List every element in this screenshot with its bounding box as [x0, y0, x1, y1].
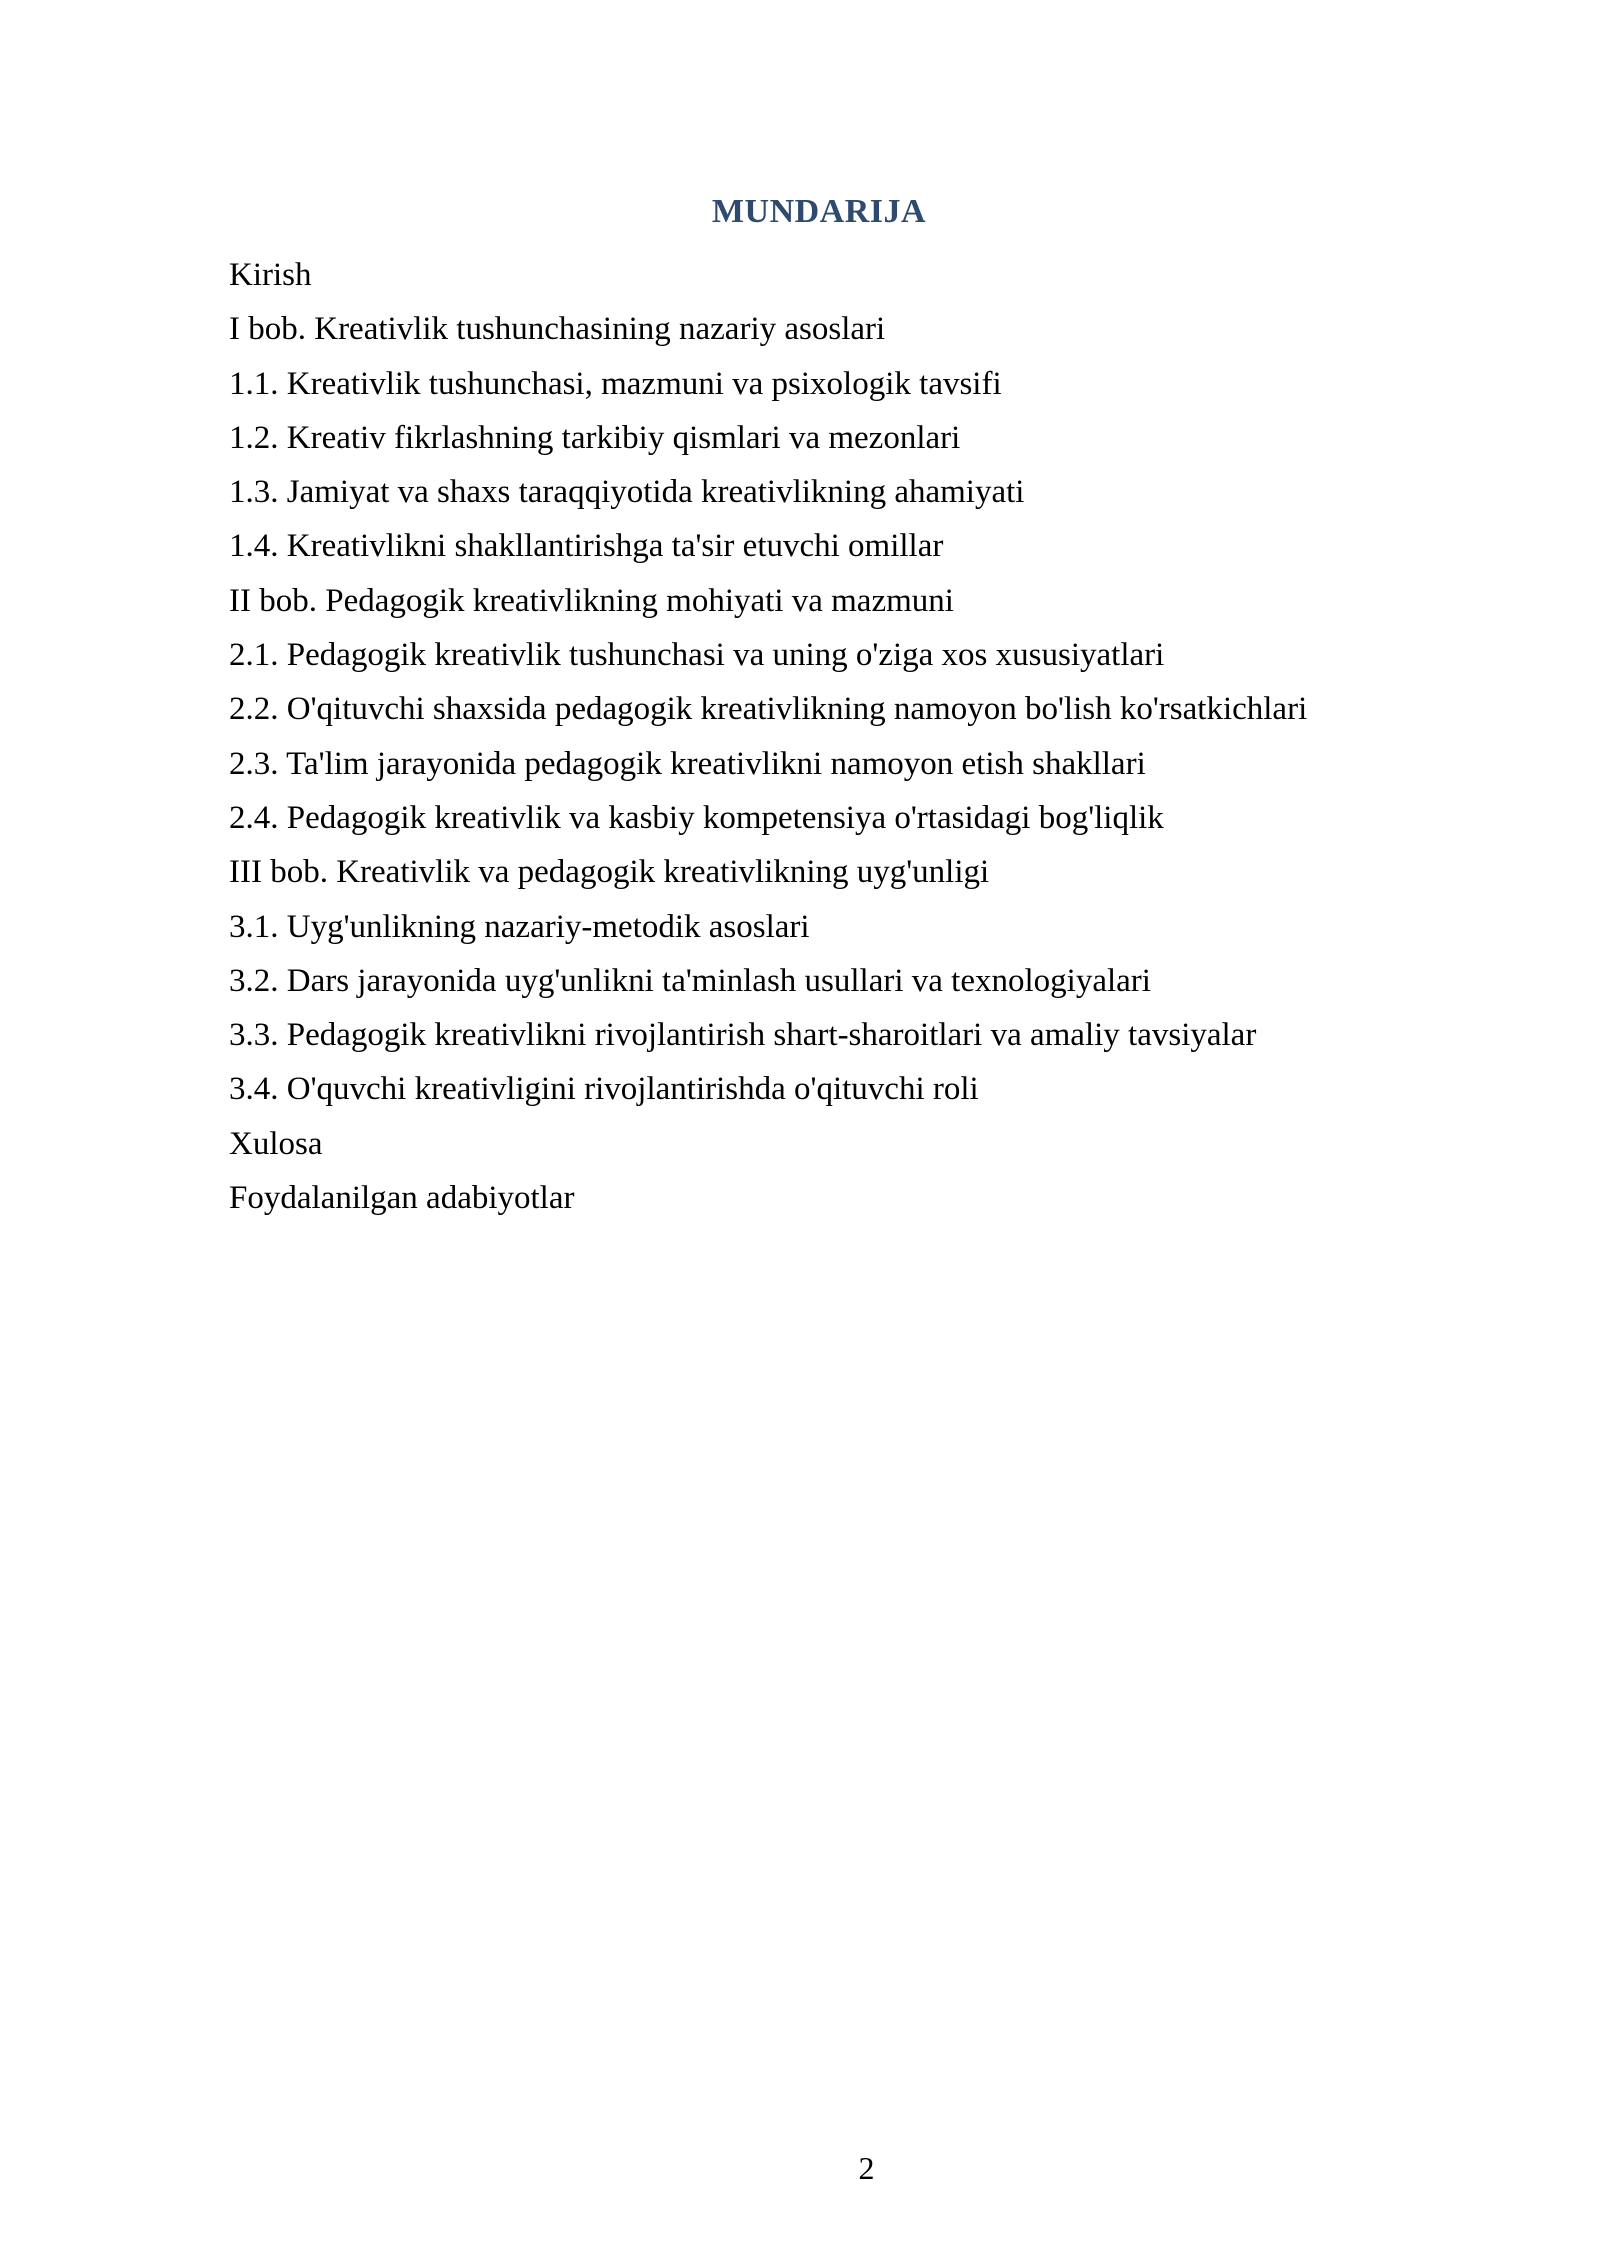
- toc-item-3-1: 3.1. Uyg'unlikning nazariy-metodik asoslari: [229, 908, 810, 945]
- toc-item-1-3: 1.3. Jamiyat va shaxs taraqqiyotida kreativlikning ahamiyati: [229, 474, 1025, 511]
- toc-item-1-2: 1.2. Kreativ fikrlashning tarkibiy qismlari va mezonlari: [229, 419, 961, 456]
- toc-item-xulosa: Xulosa: [229, 1125, 323, 1162]
- toc-item-3-4: 3.4. O'quvchi kreativligini rivojlantirishda o'qituvchi roli: [229, 1071, 979, 1108]
- page-title: MUNDARIJA: [711, 193, 927, 230]
- toc-item-kirish: Kirish: [229, 257, 312, 293]
- toc-item-2-3: 2.3. Ta'lim jarayonida pedagogik kreativlikni namoyon etish shakllari: [229, 745, 1146, 782]
- toc-item-chapter-2: II bob. Pedagogik kreativlikning mohiyati va mazmuni: [229, 582, 954, 619]
- toc-item-chapter-3: III bob. Kreativlik va pedagogik kreativlikning uyg'unligi: [229, 854, 990, 891]
- toc-item-2-2: 2.2. O'qituvchi shaxsida pedagogik kreativlikning namoyon bo'lish ko'rsatkichlari: [229, 691, 1308, 728]
- toc-item-chapter-1: I bob. Kreativlik tushunchasining nazariy asoslari: [229, 311, 886, 348]
- page-number: 2: [858, 2150, 875, 2186]
- table-of-contents: [229, 248, 1409, 1225]
- toc-item-3-3: 3.3. Pedagogik kreativlikni rivojlantirish shart-sharoitlari va amaliy tavsiyalar: [229, 1017, 1257, 1054]
- toc-item-references: Foydalanilgan adabiyotlar: [229, 1180, 575, 1217]
- toc-item-1-1: 1.1. Kreativlik tushunchasi, mazmuni va psixologik tavsifi: [229, 365, 1002, 402]
- toc-item-2-4: 2.4. Pedagogik kreativlik va kasbiy kompetensiya o'rtasidagi bog'liqlik: [229, 799, 1164, 836]
- toc-item-2-1: 2.1. Pedagogik kreativlik tushunchasi va uning o'ziga xos xususiyatlari: [229, 637, 1165, 674]
- toc-item-3-2: 3.2. Dars jarayonida uyg'unlikni ta'minlash usullari va texnologiyalari: [229, 962, 1151, 999]
- toc-item-1-4: 1.4. Kreativlikni shakllantirishga ta'sir etuvchi omillar: [229, 528, 944, 565]
